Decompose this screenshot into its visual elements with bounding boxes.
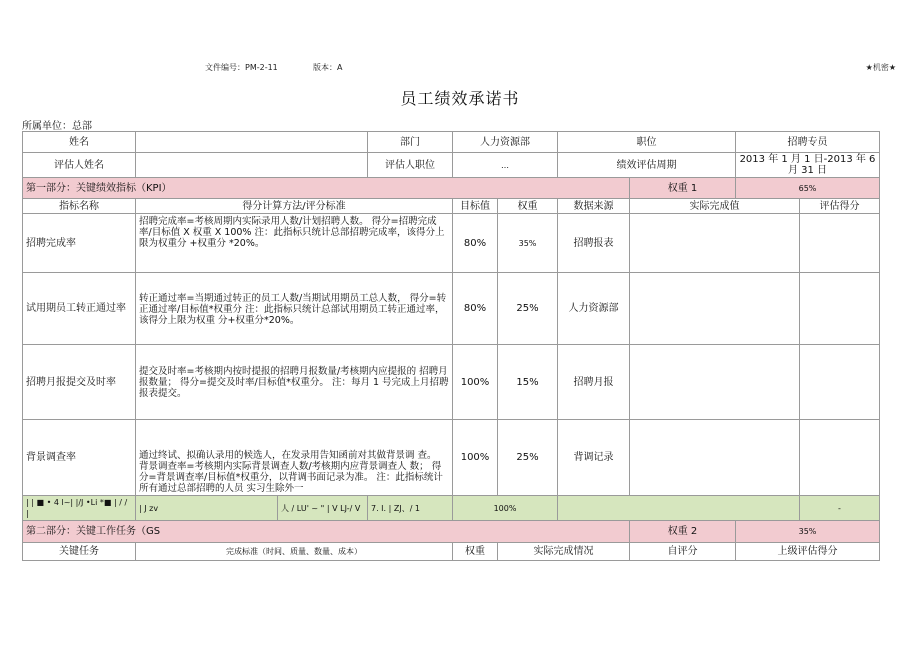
kpi-row — [23, 420, 880, 496]
col-data-source: 数据来源 — [558, 199, 630, 214]
kpi-row — [23, 345, 880, 420]
col-indicator-name: 指标名称 — [23, 199, 136, 214]
kpi-name: 背景调查率 — [23, 420, 136, 496]
kpi-source: 招聘月报 — [558, 345, 630, 420]
kpi-row — [23, 273, 880, 345]
gs-col-self-score: 自评分 — [630, 543, 736, 561]
total-score: - — [800, 496, 880, 521]
kpi-weight: 25% — [498, 273, 558, 345]
kpi-method: 招聘完成率=考核周期内实际录用人数/计划招聘人数。 得分=招聘完成率/目标值 X 权重 X 100% 注：此指标只统计总部招聘完成率，该得分上限为权重分 +权重分 *20%。 — [136, 214, 453, 273]
kpi-method: 通过终试、拟确认录用的候选人，在发录用告知函前对其做背景调 查。 背景调查率=考核期内实际背景调查人数/考核期内应背景调查人 数； 得分=背景调查率/目标值*权重分，以背调书面记录为准。 注：此指标统计所有通过总部招聘的人员 实习生除外一 — [136, 420, 453, 496]
kpi-column-headers — [23, 199, 880, 214]
kpi-score[interactable] — [800, 273, 880, 345]
col-target: 目标值 — [453, 199, 498, 214]
kpi-target: 100% — [453, 345, 498, 420]
total-text-b: | J zv — [136, 496, 278, 521]
kpi-total-row — [23, 496, 880, 521]
confidential-mark: ★机密★ — [865, 63, 896, 72]
col-scoring-method: 得分计算方法/评分标准 — [136, 199, 453, 214]
document-version: 版本：A — [313, 63, 343, 72]
kpi-score[interactable] — [800, 420, 880, 496]
kpi-actual[interactable] — [630, 214, 800, 273]
position-value: 招聘专员 — [736, 132, 880, 153]
position-label: 职位 — [558, 132, 736, 153]
gs-section-title: 第二部分：关键工作任务（GS — [23, 521, 630, 543]
kpi-weight-value: 65% — [736, 178, 880, 199]
kpi-section-title: 第一部分：关键绩效指标（KPI） — [23, 178, 630, 199]
department-line: 所属单位：总部 — [22, 121, 92, 132]
kpi-source: 招聘报表 — [558, 214, 630, 273]
total-blank — [558, 496, 800, 521]
col-score: 评估得分 — [800, 199, 880, 214]
kpi-name: 招聘完成率 — [23, 214, 136, 273]
kpi-source: 人力资源部 — [558, 273, 630, 345]
gs-column-headers — [23, 543, 880, 561]
info-row-2 — [23, 153, 880, 178]
gs-col-actual: 实际完成情况 — [498, 543, 630, 561]
kpi-name: 招聘月报提交及时率 — [23, 345, 136, 420]
gs-weight-label: 权重 2 — [630, 521, 736, 543]
kpi-target: 80% — [453, 214, 498, 273]
period-value: 2013 年 1 月 1 日-2013 年 6 月 31 日 — [736, 153, 880, 178]
kpi-weight-label: 权重 1 — [630, 178, 736, 199]
kpi-score[interactable] — [800, 345, 880, 420]
document-code: 文件编号：PM-2-11 — [205, 63, 278, 72]
gs-col-weight: 权重 — [453, 543, 498, 561]
kpi-score[interactable] — [800, 214, 880, 273]
total-text-a: | | ■ • 4 l~| |/J •Li *■ | / / | — [23, 496, 136, 521]
kpi-method: 提交及时率=考核期内按时提报的招聘月报数量/考核期内应提报的 招聘月报数量； 得分=提交及时率/目标值*权重分。 注：每月 1 号完成上月招聘报表提交。 — [136, 345, 453, 420]
evaluator-position-label: 评估人职位 — [368, 153, 453, 178]
kpi-weight: 35% — [498, 214, 558, 273]
gs-section-header — [23, 521, 880, 543]
col-weight: 权重 — [498, 199, 558, 214]
gs-col-task: 关键任务 — [23, 543, 136, 561]
kpi-weight: 15% — [498, 345, 558, 420]
evaluator-position-value: … — [453, 153, 558, 178]
gs-col-standard: 完成标准（时间、质量、数量、成本） — [136, 543, 453, 561]
dept-value: 人力资源部 — [453, 132, 558, 153]
gs-col-supervisor-score: 上级评估得分 — [736, 543, 880, 561]
dept-label: 部门 — [368, 132, 453, 153]
evaluator-value[interactable] — [136, 153, 368, 178]
evaluator-label: 评估人姓名 — [23, 153, 136, 178]
name-value[interactable] — [136, 132, 368, 153]
kpi-actual[interactable] — [630, 345, 800, 420]
kpi-weight: 25% — [498, 420, 558, 496]
total-weight: 100% — [453, 496, 558, 521]
kpi-row — [23, 214, 880, 273]
info-row-1 — [23, 132, 880, 153]
total-text-d: 7. I. | ZJ、/ 1 — [368, 496, 453, 521]
document-title: 员工绩效承诺书 — [400, 89, 520, 108]
period-label: 绩效评估周期 — [558, 153, 736, 178]
gs-weight-value: 35% — [736, 521, 880, 543]
kpi-section-header — [23, 178, 880, 199]
kpi-actual[interactable] — [630, 420, 800, 496]
total-text-c: 人 / LU' ~ " | V LJ-/ V — [278, 496, 368, 521]
col-actual-value: 实际完成值 — [630, 199, 800, 214]
kpi-target: 80% — [453, 273, 498, 345]
performance-form-table — [22, 131, 880, 561]
kpi-target: 100% — [453, 420, 498, 496]
name-label: 姓名 — [23, 132, 136, 153]
kpi-actual[interactable] — [630, 273, 800, 345]
kpi-name: 试用期员工转正通过率 — [23, 273, 136, 345]
kpi-source: 背调记录 — [558, 420, 630, 496]
kpi-method: 转正通过率=当期通过转正的员工人数/当期试用期员工总人数， 得分=转正通过率/目标值*权重分 注：此指标只统计总部试用期员工转正通过率，该得分上限为权重 分+权重分*20%。 — [136, 273, 453, 345]
